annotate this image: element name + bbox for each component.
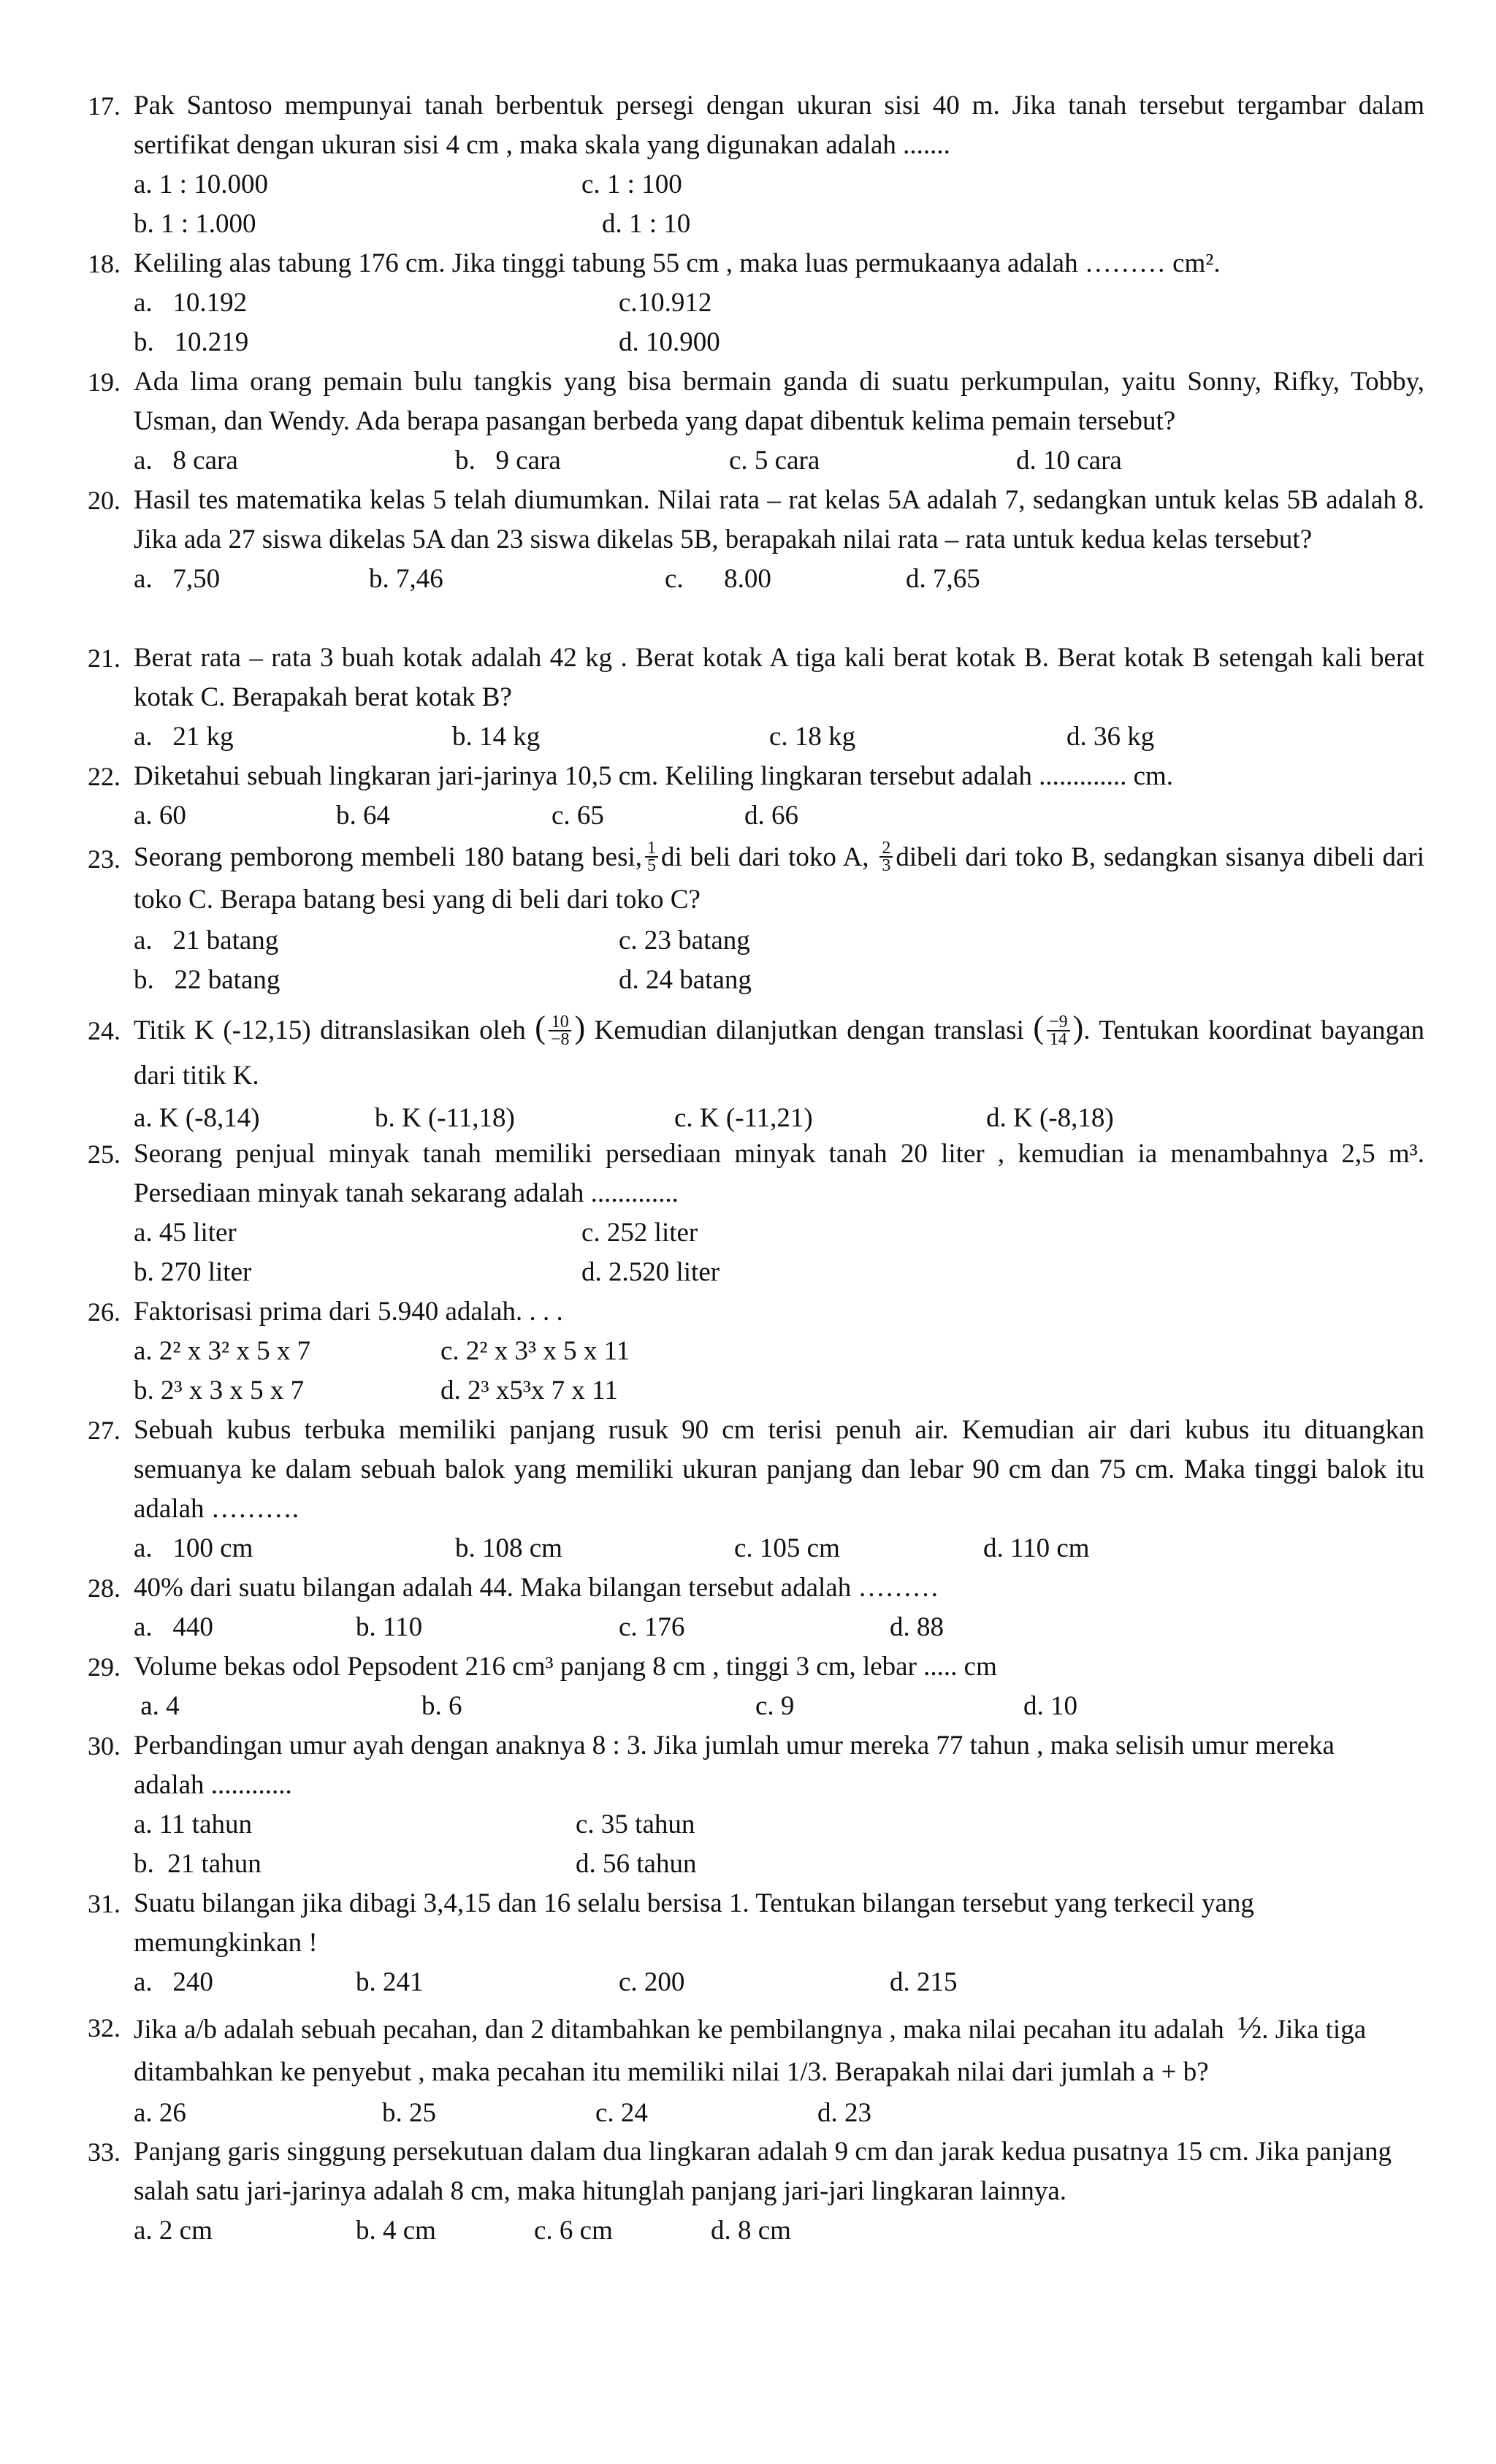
question-text: Keliling alas tabung 176 cm. Jika tinggi tabung 55 cm , maka luas permukaanya adalah ……… cm². — [134, 248, 1221, 278]
question-27 — [88, 1411, 1424, 1568]
question-number: 28. — [88, 1574, 121, 1603]
option-b: b. 10.219 — [134, 327, 249, 357]
question-number: 19. — [88, 367, 121, 397]
option-row — [134, 717, 1424, 757]
option-c: c. 9 — [755, 1691, 795, 1721]
option-d: d. 8 cm — [711, 2216, 791, 2246]
option-b: b. 14 kg — [452, 722, 541, 752]
question-text: Faktorisasi prima dari 5.940 adalah. . . . — [134, 1297, 563, 1327]
option-row — [134, 1805, 1424, 1845]
question-text: Seorang penjual minyak tanah memiliki persediaan minyak tanah 20 liter , kemudian ia menambahnya 2,5 m³. Persediaan minyak tanah sekarang adalah ............. — [134, 1139, 1424, 1208]
fraction-denominator: 5 — [647, 855, 657, 875]
question-text: Sebuah kubus terbuka memiliki panjang rusuk 90 cm terisi penuh air. Kemudian air dari kubus itu dituangkan semuanya ke dalam sebuah balok yang memiliki ukuran panjang dan lebar 90 cm dan 75 cm. Maka tinggi balok itu adalah ………. — [134, 1415, 1424, 1524]
question-31 — [88, 1884, 1424, 2002]
question-25 — [88, 1134, 1424, 1292]
question-30 — [88, 1726, 1424, 1884]
option-d: d. 7,65 — [906, 564, 980, 594]
question-text: 40% dari suatu bilangan adalah 44. Maka bilangan tersebut adalah ……… — [134, 1573, 939, 1603]
question-number: 25. — [88, 1140, 121, 1169]
option-row — [134, 560, 1424, 599]
option-a: a. 2² x 3² x 5 x 7 — [134, 1336, 311, 1366]
question-number: 22. — [88, 762, 121, 791]
question-number: 17. — [88, 91, 121, 121]
question-29 — [88, 1647, 1424, 1726]
question-17 — [88, 86, 1424, 244]
question-text: Panjang garis singgung persekutuan dalam dua lingkaran adalah 9 cm dan jarak kedua pusatnya 15 cm. Jika panjang salah satu jari-jarinya adalah 8 cm, maka hitunglah panjang jari-jari lingkaran lainnya. — [134, 2137, 1392, 2206]
option-b: b. 25 — [382, 2098, 436, 2128]
question-number: 31. — [88, 1889, 121, 1918]
question-number: 26. — [88, 1297, 121, 1327]
fraction-numerator: 2 — [879, 840, 893, 858]
option-c: c. K (-11,21) — [674, 1103, 813, 1133]
option-c: c. 200 — [619, 1967, 685, 1997]
option-c: c. 105 cm — [734, 1533, 840, 1563]
option-a: a. 100 cm — [134, 1533, 253, 1563]
question-text: Ada lima orang pemain bulu tangkis yang bisa bermain ganda di suatu perkumpulan, yaitu Sonny, Rifky, Tobby, Usman, dan Wendy. Ada berapa pasangan berbeda yang dapat dibentuk kelima pemain tersebut? — [134, 367, 1424, 436]
option-d: d. 10.900 — [619, 327, 720, 357]
option-d: d. 215 — [890, 1967, 958, 1997]
option-b: b. 108 cm — [455, 1533, 562, 1563]
option-row — [134, 441, 1424, 481]
question-21 — [88, 638, 1424, 757]
option-a: a. 21 batang — [134, 926, 279, 956]
question-text-part: Titik K (-12,15) ditranslasikan oleh — [134, 1015, 526, 1045]
vector-body — [549, 1014, 572, 1048]
question-number: 29. — [88, 1652, 121, 1682]
option-row — [134, 1253, 1424, 1292]
option-a: a. 2 cm — [134, 2216, 213, 2246]
question-text: Berat rata – rata 3 buah kotak adalah 42 kg . Berat kotak A tiga kali berat kotak B. Berat kotak B setengah kali berat kotak C. Berapakah berat kotak B? — [134, 643, 1424, 712]
fraction-denominator: 3 — [882, 855, 891, 875]
question-text — [134, 2007, 1424, 2094]
question-number: 33. — [88, 2137, 121, 2167]
option-b: b. 7,46 — [369, 564, 443, 594]
option-c: c. 18 kg — [769, 722, 856, 752]
option-d: d. 10 — [1023, 1691, 1077, 1721]
option-a: a. K (-8,14) — [134, 1103, 260, 1133]
option-b: b. 64 — [336, 801, 390, 831]
question-number: 30. — [88, 1731, 121, 1761]
question-33 — [88, 2132, 1424, 2251]
option-d: d. 10 cara — [1016, 446, 1122, 476]
question-number: 18. — [88, 249, 121, 278]
option-b: b. 6 — [421, 1691, 462, 1721]
option-row — [134, 205, 1424, 244]
vector-top: −9 — [1047, 1014, 1070, 1031]
option-row — [134, 2211, 1424, 2251]
option-row — [134, 921, 1424, 961]
question-text-part: Kemudian dilanjutkan dengan translasi — [594, 1015, 1024, 1045]
vector-bottom: −8 — [550, 1029, 570, 1049]
question-text-part: Seorang pemborong membeli 180 batang besi, — [134, 842, 643, 872]
option-c: c. 35 tahun — [576, 1809, 695, 1839]
translation-vector-1: ( $\frac{10}{-8}$ ) — [535, 1010, 586, 1049]
question-22 — [88, 757, 1424, 836]
option-b: b. 241 — [356, 1967, 424, 1997]
translation-vector-2: ( $\frac{-9}{14}$ ) — [1033, 1010, 1084, 1049]
option-b: b. 270 liter — [134, 1257, 252, 1287]
option-d: d. 2³ x5³x 7 x 11 — [440, 1376, 618, 1405]
option-c: c. 5 cara — [729, 446, 820, 476]
question-number: 24. — [88, 1016, 121, 1045]
question-28 — [88, 1568, 1424, 1647]
option-d: d. 66 — [744, 801, 798, 831]
option-a: a. 440 — [134, 1612, 213, 1642]
option-d: d. 88 — [890, 1612, 944, 1642]
question-32 — [88, 2007, 1424, 2133]
option-d: d. 36 kg — [1066, 722, 1155, 752]
question-20 — [88, 481, 1424, 599]
option-b: b. 1 : 1.000 — [134, 209, 256, 239]
question-text — [134, 1008, 1424, 1099]
option-a: a. 7,50 — [134, 564, 221, 594]
option-row — [134, 1213, 1424, 1253]
question-text-part: . Tentukan koordinat bayangan dari titik K. — [134, 1015, 1425, 1091]
option-row — [134, 1371, 1424, 1411]
question-text-part: . Jika tiga ditambahkan ke penyebut , maka pecahan itu memiliki nilai 1/3. Berapakah nilai dari jumlah a + b? — [134, 2015, 1367, 2087]
option-b: b. 9 cara — [455, 446, 561, 476]
option-c: c. 23 batang — [619, 926, 750, 956]
question-24 — [88, 1008, 1424, 1138]
option-row — [134, 1963, 1424, 2002]
question-18 — [88, 244, 1424, 362]
option-c: c. 2² x 3³ x 5 x 11 — [440, 1336, 630, 1366]
option-b: b. 2³ x 3 x 5 x 7 — [134, 1376, 305, 1405]
option-row — [134, 323, 1424, 362]
option-row — [134, 1608, 1424, 1647]
option-c: c. 65 — [552, 801, 604, 831]
vector-top: 10 — [549, 1014, 572, 1031]
option-c: c. 1 : 100 — [581, 169, 682, 199]
question-text — [134, 836, 1424, 921]
question-text-part: dibeli dari toko B, sedangkan sisanya dibeli dari toko C. Berapa batang besi yang di beli dari toko C? — [134, 842, 1424, 915]
option-a: a. 240 — [134, 1967, 213, 1997]
option-row — [134, 2094, 1424, 2133]
option-a: a. 11 tahun — [134, 1809, 253, 1839]
option-d: d. 23 — [817, 2098, 871, 2128]
fraction-two-thirds — [879, 840, 893, 874]
fraction-one-fifth — [645, 840, 658, 874]
question-19 — [88, 362, 1424, 481]
option-row — [134, 961, 1424, 1000]
option-d: d. 1 : 10 — [602, 209, 691, 239]
question-text: Hasil tes matematika kelas 5 telah diumumkan. Nilai rata – rat kelas 5A adalah 7, sedangkan untuk kelas 5B adalah 8. Jika ada 27 siswa dikelas 5A dan 23 siswa dikelas 5B, berapakah nilai rata – rata untuk kedua kelas tersebut? — [134, 485, 1424, 554]
question-number: 27. — [88, 1416, 121, 1445]
option-d: d. 56 tahun — [576, 1849, 697, 1879]
option-a: a. 1 : 10.000 — [134, 169, 268, 199]
option-d: d. K (-8,18) — [986, 1103, 1114, 1133]
question-text: Perbandingan umur ayah dengan anaknya 8 : 3. Jika jumlah umur mereka 77 tahun , maka selisih umur mereka adalah ............ — [134, 1731, 1335, 1800]
option-row — [134, 1529, 1424, 1568]
question-number: 32. — [88, 2013, 121, 2042]
option-row — [134, 796, 1424, 836]
question-text: Volume bekas odol Pepsodent 216 cm³ panjang 8 cm , tinggi 3 cm, lebar ..... cm — [134, 1652, 997, 1682]
option-a: a. 26 — [134, 2098, 186, 2128]
option-row — [134, 165, 1424, 205]
option-b: b. 4 cm — [356, 2216, 436, 2246]
option-row — [134, 283, 1424, 323]
question-number: 20. — [88, 486, 121, 515]
option-row — [134, 1332, 1424, 1371]
question-text-part: Jika a/b adalah sebuah pecahan, dan 2 ditambahkan ke pembilangnya , maka nilai pecahan itu adalah — [134, 2015, 1224, 2045]
option-a: a. 10.192 — [134, 288, 248, 318]
option-c: c. 176 — [619, 1612, 685, 1642]
option-row — [134, 1099, 1424, 1138]
option-b: b. 21 tahun — [134, 1849, 262, 1879]
option-b: b. 22 batang — [134, 965, 280, 995]
option-c: c. 252 liter — [581, 1218, 698, 1248]
option-row — [134, 1687, 1424, 1726]
question-26 — [88, 1292, 1424, 1411]
vector-bottom: 14 — [1049, 1029, 1067, 1049]
question-23 — [88, 836, 1424, 1000]
option-d: d. 110 cm — [983, 1533, 1090, 1563]
question-number: 23. — [88, 844, 121, 874]
option-c: c.10.912 — [619, 288, 712, 318]
vector-body — [1047, 1014, 1070, 1048]
option-c: c. 6 cm — [534, 2216, 613, 2246]
question-text: Diketahui sebuah lingkaran jari-jarinya 10,5 cm. Keliling lingkaran tersebut adalah ............. cm. — [134, 761, 1174, 791]
one-half-symbol: ½ — [1237, 2010, 1262, 2045]
option-a: a. 4 — [134, 1691, 180, 1721]
option-a: a. 21 kg — [134, 722, 234, 752]
question-text: Pak Santoso mempunyai tanah berbentuk persegi dengan ukuran sisi 40 m. Jika tanah tersebut tergambar dalam sertifikat dengan ukuran sisi 4 cm , maka skala yang digunakan adalah ....... — [134, 91, 1424, 160]
option-c: c. 8.00 — [665, 564, 771, 594]
question-number: 21. — [88, 644, 121, 673]
question-text-part: di beli dari toko A, — [661, 842, 869, 872]
question-text: Suatu bilangan jika dibagi 3,4,15 dan 16 selalu bersisa 1. Tentukan bilangan tersebut yang terkecil yang memungkinkan ! — [134, 1888, 1254, 1958]
option-a: a. 45 liter — [134, 1218, 237, 1248]
option-row — [134, 1845, 1424, 1884]
option-b: b. K (-11,18) — [375, 1103, 515, 1133]
option-d: d. 24 batang — [619, 965, 752, 995]
option-b: b. 110 — [356, 1612, 423, 1642]
fraction-numerator: 1 — [645, 840, 658, 858]
option-c: c. 24 — [595, 2098, 648, 2128]
option-a: a. 8 cara — [134, 446, 238, 476]
option-d: d. 2.520 liter — [581, 1257, 720, 1287]
option-a: a. 60 — [134, 801, 186, 831]
